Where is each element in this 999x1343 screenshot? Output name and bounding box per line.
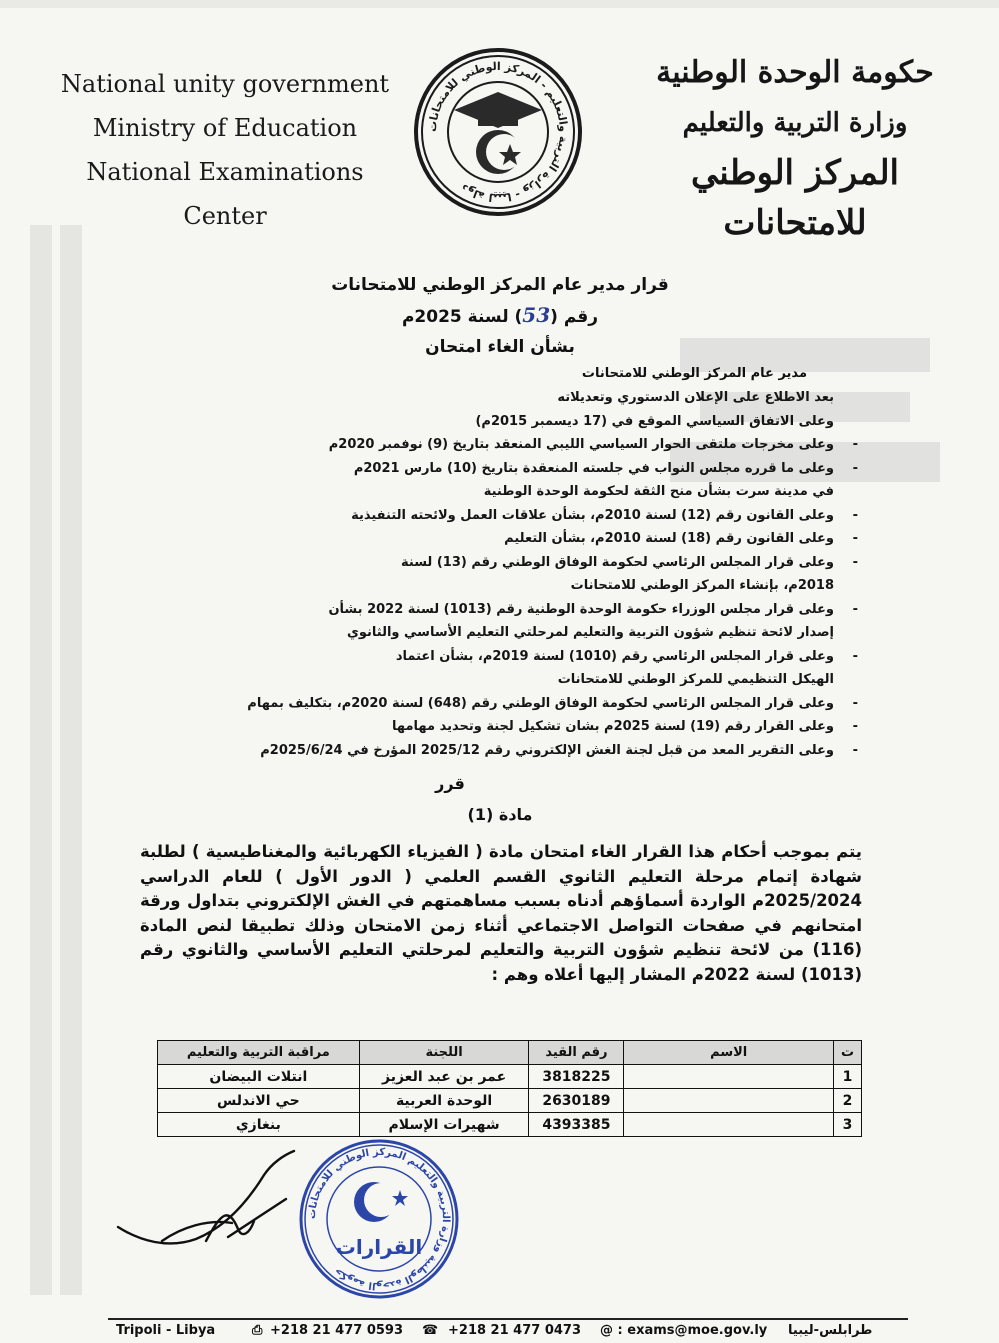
header-en-line-1: National unity government (60, 70, 390, 98)
decides-heading: قرر (435, 774, 465, 793)
recital-7-cont: 2018م، بإنشاء المركز الوطني للامتحانات (570, 578, 834, 593)
footer-city-ar: طرابلس-ليبيا (788, 1323, 873, 1338)
stamp-ring-text: حكومة الوحدة الوطنية وزارة التربية والتعليم المركز الوطني للامتحانات (306, 1146, 452, 1292)
cell-registration: 3818225 (529, 1065, 624, 1089)
recital-6: - وعلى القانون رقم (18) لسنة 2010م، بشأن التعليم (150, 527, 840, 551)
students-table (157, 1040, 862, 1137)
footer-city-en: Tripoli - Libya (116, 1323, 216, 1338)
cell-committee: عمر بن عبد العزيز (359, 1065, 529, 1089)
header-english (50, 62, 400, 238)
header-ar-line-3: المركز الوطني للامتحانات (690, 153, 900, 243)
recital-10: - وعلى قرار المجلس الرئاسي لحكومة الوفاق الوطني رقم (648) لسنة 2020م، بتكليف بمهام (150, 692, 840, 716)
decision-title-block (250, 270, 750, 362)
recital-11: - وعلى القرار رقم (19) لسنة 2025م بشان تشكيل لجنة وتحديد مهامها (150, 715, 840, 739)
issuing-authority: مدير عام المركز الوطني للامتحانات (581, 366, 807, 381)
col-header-name: الاسم (624, 1041, 834, 1065)
cell-name-redacted (624, 1089, 834, 1113)
recital-12: - وعلى التقرير المعد من قبل لجنة الغش الإلكتروني رقم 2025/12 المؤرخ في 2025/6/24م (150, 739, 840, 763)
footer-divider (108, 1318, 908, 1320)
cell-education-office: بنغازي (158, 1113, 360, 1137)
ministry-logo-seal (414, 48, 582, 216)
cell-registration: 4393385 (529, 1113, 624, 1137)
recital-9: - وعلى قرار المجلس الرئاسي رقم (1010) لسنة 2019م، بشأن اعتماد (150, 645, 840, 669)
decision-subject: بشأن الغاء امتحان (425, 337, 575, 357)
table-row (158, 1065, 862, 1089)
cell-serial: 3 (834, 1113, 862, 1137)
recital-4-cont: في مدينة سرت بشأن منح الثقة لحكومة الوحدة الوطنية (483, 484, 834, 499)
cell-name-redacted (624, 1113, 834, 1137)
cell-serial: 1 (834, 1065, 862, 1089)
recitals-list (150, 386, 840, 762)
cell-education-office: انتلات البيضان (158, 1065, 360, 1089)
decision-number-line (250, 300, 750, 332)
cell-registration: 2630189 (529, 1089, 624, 1113)
footer-email: @ : exams@moe.gov.ly (600, 1323, 768, 1338)
footer-fax: +218 21 477 0593 (270, 1323, 404, 1338)
header-ar-line-1: حكومة الوحدة الوطنية (656, 55, 934, 90)
recital-2: وعلى الاتفاق السياسي الموقع في (17 ديسمبر 2015م) (475, 413, 834, 429)
header-en-line-2: Ministry of Education (92, 114, 358, 142)
header-en-line-3: National Examinations Center (86, 158, 364, 230)
fax-icon: ⎙ (252, 1323, 263, 1338)
cell-serial: 2 (834, 1089, 862, 1113)
recital-9-cont: الهيكل التنظيمي للمركز الوطني للامتحانات (557, 672, 834, 687)
logo-ring-text: دولة ليبيا - وزارة التربية والتعليم - المركز الوطني للامتحانات (425, 59, 571, 205)
phone-icon: ☎ (422, 1323, 439, 1338)
number-suffix: ) لسنة 2025م (401, 307, 523, 327)
recital-5: - وعلى القانون رقم (12) لسنة 2010م، بشأن علاقات العمل ولائحته التنفيذية (150, 504, 840, 528)
table-row (158, 1113, 862, 1137)
recital-8-cont: إصدار لائحة تنظيم شؤون التربية والتعليم لمرحلتي التعليم الأساسي والثانوي (346, 625, 834, 640)
cell-committee: شهيرات الإسلام (359, 1113, 529, 1137)
col-header-committee: اللجنة (359, 1041, 529, 1065)
official-blue-stamp (298, 1138, 460, 1300)
recital-1: بعد الاطلاع على الإعلان الدستوري وتعديلاته (557, 390, 834, 405)
col-header-education-office: مراقبة التربية والتعليم (158, 1041, 360, 1065)
recital-4: - وعلى ما قرره مجلس النواب في جلسته المنعقدة بتاريخ (10) مارس 2021م (150, 457, 840, 481)
header-ar-line-2: وزارة التربية والتعليم (682, 108, 908, 138)
table-header-row (158, 1041, 862, 1065)
handwritten-signature (110, 1145, 300, 1255)
table-row (158, 1089, 862, 1113)
stamp-center-text: القرارات (335, 1235, 423, 1259)
decision-title: قرار مدير عام المركز الوطني للامتحانات (331, 275, 669, 295)
cell-education-office: حي الاندلس (158, 1089, 360, 1113)
col-header-registration: رقم القيد (529, 1041, 624, 1065)
recital-7: - وعلى قرار المجلس الرئاسي لحكومة الوفاق الوطني رقم (13) لسنة (150, 551, 840, 575)
article-title: مادة (1) (467, 805, 533, 824)
cell-committee: الوحدة العربية (359, 1089, 529, 1113)
number-prefix: رقم ( (550, 307, 599, 327)
cell-name-redacted (624, 1065, 834, 1089)
article-body: يتم بموجب أحكام هذا القرار الغاء امتحان مادة ( الفيزياء الكهربائية والمغناطيسية ) لطلبة شهادة إتمام مرحلة التعليم الثانوي القسم العلمي ( الدور الأول ) للعام الدراسي 2025/2024م الواردة أسماؤهم أدناه بسبب مساهمتهم في الغش الإلكتروني بتداول ورقة امتحانهم في صفحات التواصل الاجتماعي أثناء زمن الامتحان وذلك تطبيقا لنص المادة (116) من لائحة تنظيم شؤون التربية والتعليم لمرحلتي التعليم الأساسي والثانوي رقم (1013) لسنة 2022م المشار إليها أعلاه وهم : (140, 842, 862, 984)
side-watermark (22, 225, 92, 1295)
header-arabic (625, 48, 965, 248)
top-edge (0, 0, 999, 8)
decision-number: 53 (522, 303, 551, 327)
recital-3: - وعلى مخرجات ملتقى الحوار السياسي الليبي المنعقد بتاريخ (9) نوفمبر 2020م (150, 433, 840, 457)
footer-phone: +218 21 477 0473 (448, 1323, 582, 1338)
recital-8: - وعلى قرار مجلس الوزراء حكومة الوحدة الوطنية رقم (1013) لسنة 2022 بشأن (150, 598, 840, 622)
col-header-serial: ت (834, 1041, 862, 1065)
